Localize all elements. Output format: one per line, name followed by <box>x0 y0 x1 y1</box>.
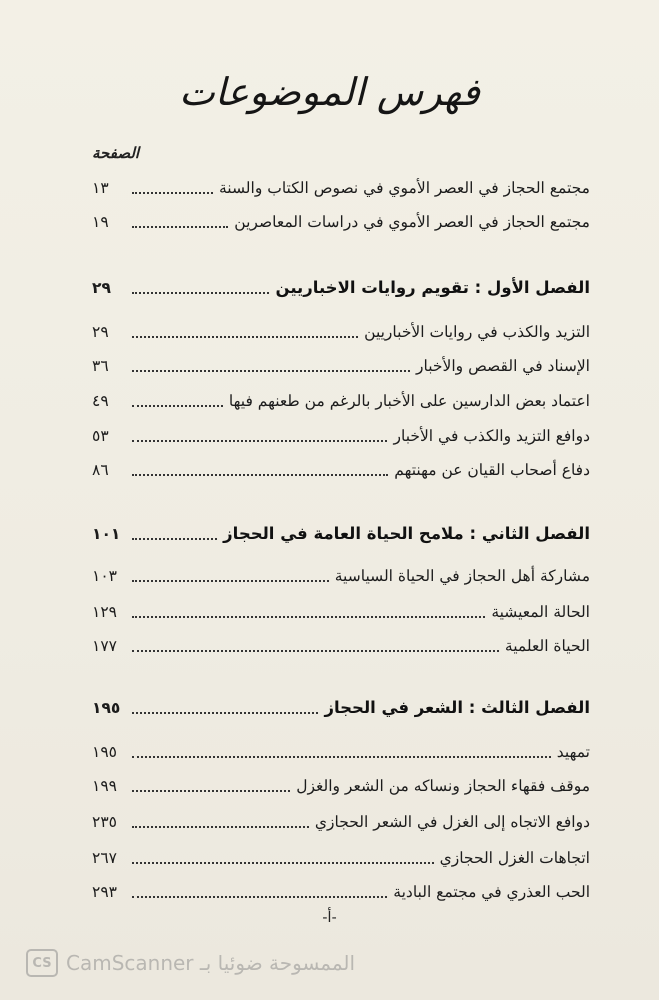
toc-row <box>92 596 590 624</box>
entry-page-number: ٢٣٥ <box>92 813 117 831</box>
entry-title: دوافع الاتجاه إلى الغزل في الشعر الحجازي <box>314 813 590 831</box>
toc-row <box>92 736 590 764</box>
chapter-title: الفصل الثاني : ملامح الحياة العامة في الحجاز <box>223 524 590 543</box>
entry-page-number: ٨٦ <box>92 461 109 479</box>
dot-leader <box>132 755 551 758</box>
toc-row <box>92 350 590 378</box>
entry-page-number: ١٩٥ <box>92 699 121 717</box>
dot-leader <box>132 615 485 618</box>
entry-title: الحياة العلمية <box>504 637 590 655</box>
camscanner-logo-icon: CS <box>26 949 58 977</box>
toc-chapter-row <box>92 272 590 300</box>
toc-row <box>92 385 590 413</box>
dot-leader <box>132 579 329 582</box>
dot-leader <box>132 649 499 652</box>
entry-title: التزيد والكذب في روايات الأخباريين <box>364 323 590 341</box>
entry-page-number: ٢٦٧ <box>92 849 117 867</box>
entry-page-number: ١٢٩ <box>92 603 117 621</box>
entry-title: مجتمع الحجاز في العصر الأموي في نصوص الكتاب والسنة <box>218 179 590 197</box>
watermark-text: الممسوحة ضوئيا بـ CamScanner <box>66 951 356 975</box>
chapter-title: الفصل الأول : تقويم روايات الاخباريين <box>275 278 590 297</box>
toc-chapter-row <box>92 692 590 720</box>
toc-row <box>92 316 590 344</box>
chapter-title: الفصل الثالث : الشعر في الحجاز <box>324 698 590 717</box>
toc-row <box>92 806 590 834</box>
entry-title: دفاع أصحاب القيان عن مهنتهم <box>394 461 590 479</box>
dot-leader <box>132 291 269 294</box>
toc-row <box>92 454 590 482</box>
page-column-label: الصفحة <box>92 144 140 162</box>
entry-page-number: ٢٩ <box>92 279 111 297</box>
entry-title: اتجاهات الغزل الحجازي <box>439 849 590 867</box>
entry-page-number: ٥٣ <box>92 427 109 445</box>
entry-title: موقف فقهاء الحجاز ونساكه من الشعر والغزل <box>296 777 590 795</box>
toc-row <box>92 876 590 904</box>
entry-title: مشاركة أهل الحجاز في الحياة السياسية <box>334 567 590 585</box>
toc-chapter-row <box>92 518 590 546</box>
dot-leader <box>132 895 387 898</box>
entry-page-number: ١٠٣ <box>92 567 117 585</box>
dot-leader <box>132 335 358 338</box>
dot-leader <box>132 537 217 540</box>
entry-title: تمهيد <box>556 743 590 761</box>
toc-row <box>92 842 590 870</box>
dot-leader <box>132 825 309 828</box>
entry-page-number: ١٧٧ <box>92 637 117 655</box>
dot-leader <box>132 473 388 476</box>
dot-leader <box>132 439 387 442</box>
dot-leader <box>132 711 318 714</box>
entry-page-number: ٤٩ <box>92 392 109 410</box>
toc-row <box>92 420 590 448</box>
dot-leader <box>132 225 228 228</box>
dot-leader <box>132 369 410 372</box>
entry-title: مجتمع الحجاز في العصر الأموي في دراسات المعاصرين <box>234 213 590 231</box>
entry-title: الحب العذري في مجتمع البادية <box>393 883 590 901</box>
toc-row <box>92 560 590 588</box>
dot-leader <box>132 861 434 864</box>
dot-leader <box>132 191 213 194</box>
toc-row <box>92 172 590 200</box>
entry-page-number: ١٩ <box>92 213 109 231</box>
dot-leader <box>132 404 223 407</box>
entry-page-number: ١٩٩ <box>92 777 117 795</box>
page-title: فهرس الموضوعات <box>179 70 480 114</box>
camscanner-watermark <box>26 948 355 978</box>
toc-row <box>92 630 590 658</box>
entry-title: الحالة المعيشية <box>491 603 590 621</box>
entry-page-number: ١٩٥ <box>92 743 117 761</box>
footer-page-number: -أ- <box>322 908 337 926</box>
entry-page-number: ١٠١ <box>92 525 121 543</box>
entry-page-number: ٢٩ <box>92 323 109 341</box>
dot-leader <box>132 789 290 792</box>
toc-row <box>92 206 590 234</box>
entry-title: اعتماد بعض الدارسين على الأخبار بالرغم من طعنهم فيها <box>228 392 590 410</box>
entry-title: دوافع التزيد والكذب في الأخبار <box>393 427 590 445</box>
entry-title: الإسناد في القصص والأخبار <box>416 357 590 375</box>
entry-page-number: ٢٩٣ <box>92 883 117 901</box>
entry-page-number: ٣٦ <box>92 357 109 375</box>
toc-row <box>92 770 590 798</box>
entry-page-number: ١٣ <box>92 179 109 197</box>
